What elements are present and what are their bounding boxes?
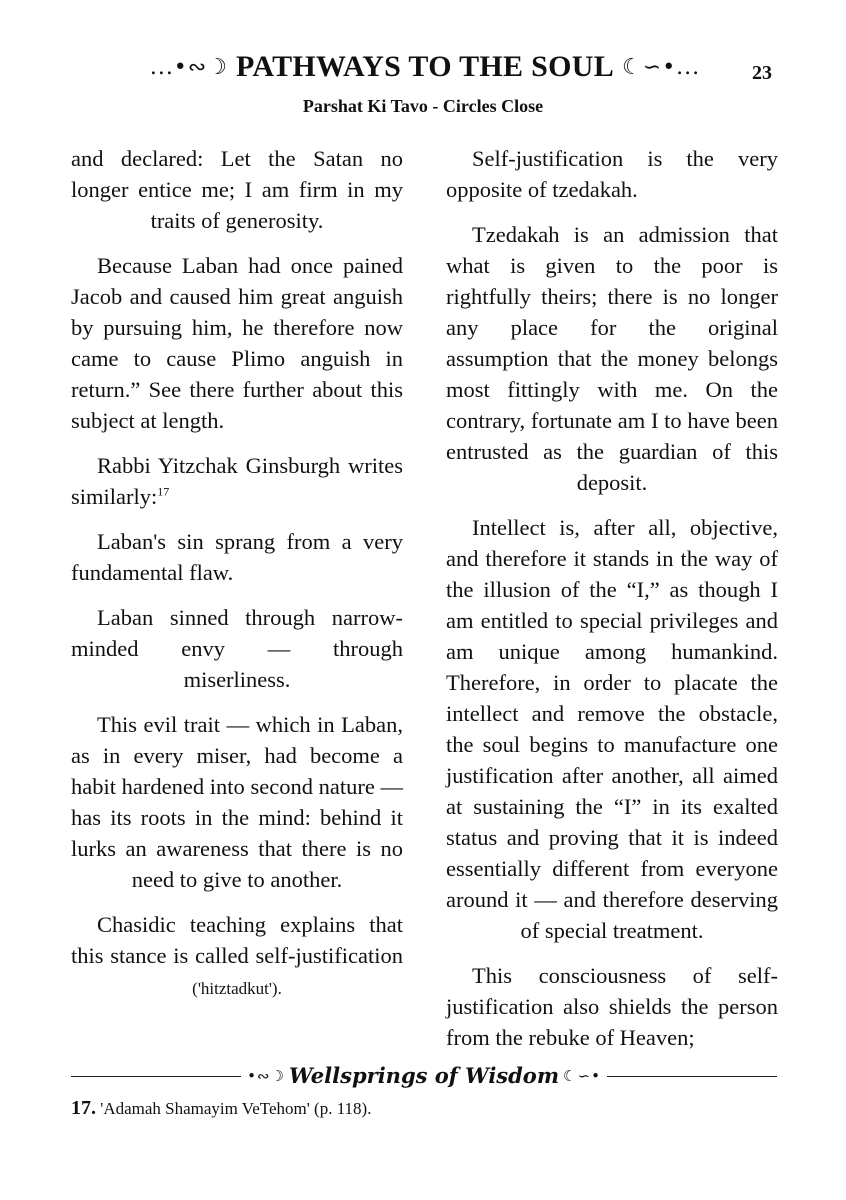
paragraph-text: Rabbi Yitzchak Ginsburgh writes similarly:	[71, 453, 403, 509]
footnote	[71, 1097, 371, 1120]
page-number: 23	[752, 62, 772, 84]
footer-label-wrap	[241, 1063, 607, 1088]
paragraph: Intellect is, after all, objective, and therefore it stands in the way of the illusion of the “I,” as though I am entitled to special privileges and am unique among humankind. Therefore, in order to placate the intellect and remove the obstacle, the soul begins to manufacture one justification after another, all aimed at sustaining the “I” in its exalted status and proving that it is indeed essentially different from everyone around it — and therefore deserving of special treatment.	[446, 515, 778, 943]
ornament-right-icon: ☾∽•...	[622, 54, 701, 80]
paragraph: This consciousness of self-justification also shields the person from the rebuke of Heaven;	[446, 963, 778, 1050]
paragraph: Laban sinned through narrow-minded envy — through miserliness.	[71, 605, 403, 692]
paragraph: Because Laban had once pained Jacob and caused him great anguish by pursuing him, he therefore now came to cause Plimo anguish in return.” See there further about this subject at length.	[71, 253, 403, 433]
paragraph: and declared: Let the Satan no longer entice me; I am firm in my traits of generosity.	[71, 146, 403, 233]
left-column	[71, 143, 403, 1018]
chapter-subtitle: Parshat Ki Tavo - Circles Close	[302, 96, 544, 116]
right-column	[446, 143, 778, 1067]
divider-line	[71, 1076, 241, 1077]
divider-line	[607, 1076, 777, 1077]
ornament-right-icon: ☾∽•	[563, 1066, 601, 1085]
paragraph: Tzedakah is an admission that what is given to the poor is rightfully theirs; there is no longer any place for the original assumption that the money belongs most fittingly with me. On the contrary, fortunate am I to have been entrusted as the guardian of this deposit.	[446, 222, 778, 495]
footnote-number: 17.	[71, 1097, 96, 1119]
paragraph	[71, 450, 403, 512]
paragraph: Laban's sin sprang from a very fundamental flaw.	[71, 529, 403, 585]
ornament-left-icon: •∾☽	[247, 1066, 285, 1085]
book-title: PATHWAYS TO THE SOUL	[235, 50, 615, 83]
footer-divider	[71, 1063, 777, 1093]
hebrew-term: ('hitztadkut').	[192, 979, 282, 998]
paragraph: This evil trait — which in Laban, as in every miser, had become a habit hardened into second nature — has its roots in the mind: behind it lurks an awareness that there is no need to give to another.	[71, 712, 403, 892]
footnote-page: (p. 118).	[314, 1099, 372, 1118]
page-header	[0, 50, 846, 90]
paragraph: Self-justification is the very opposite of tzedakah.	[446, 146, 778, 202]
footnote-text: 'Adamah Shamayim VeTehom'	[100, 1099, 310, 1118]
paragraph-text: Chasidic teaching explains that this stance is called self-justification	[71, 912, 403, 968]
running-title	[130, 50, 720, 84]
ornament-left-icon: ...•∾☽	[149, 54, 228, 80]
footnote-ref[interactable]: 17	[157, 484, 170, 499]
paragraph	[71, 909, 403, 1004]
section-label: Wellsprings of Wisdom	[288, 1063, 560, 1088]
